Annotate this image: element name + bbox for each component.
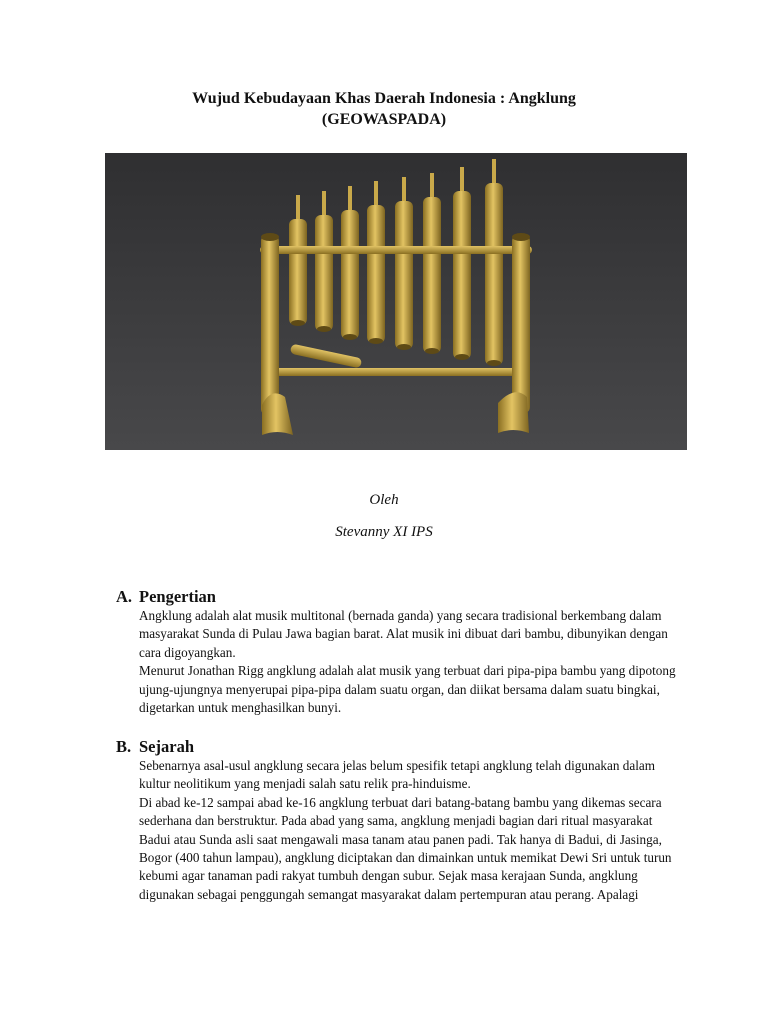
tube-opening bbox=[317, 326, 331, 332]
tube-opening bbox=[369, 338, 383, 344]
angklung-photo bbox=[105, 153, 687, 450]
bamboo-tube bbox=[485, 183, 503, 365]
tube-opening bbox=[425, 348, 439, 354]
tube-opening bbox=[487, 360, 501, 366]
section-title: Sejarah bbox=[139, 737, 194, 756]
tube-opening bbox=[397, 344, 411, 350]
paragraph: Sebenarnya asal-usul angklung secara jelas belum spesifik tetapi angklung telah digunakan dalam kultur neolitikum yang menjadi salah satu relik pra-hinduisme. bbox=[139, 758, 655, 792]
section-pengertian bbox=[116, 587, 676, 717]
bamboo-tube bbox=[395, 201, 413, 349]
section-body bbox=[139, 757, 676, 904]
section-sejarah bbox=[116, 737, 676, 904]
paragraph: Di abad ke-12 sampai abad ke-16 angklung terbuat dari batang-batang bambu yang dikemas secara sederhana dan berstruktur. Pada abad yang sama, angklung menjadi bagian dari ritual masyarakat Badui atau Sunda asli saat mengawali masa tanam atau panen padi. Tak hanya di Badui, di Jasinga, Bogor (400 tahun lampau), angklung diciptakan dan dimainkan untuk memikat Dewi Sri untuk turun kebumi agar tanaman padi rakyat tumbuh dengan subur. Sejak masa kerajaan Sunda, angklung digunakan sebagai penggungah semangat masyarakat dalam pertempuran atau perang. Apalagi bbox=[139, 794, 672, 902]
author-name: Stevanny XI IPS bbox=[335, 524, 433, 540]
title-line-2: (GEOWASPADA) bbox=[321, 111, 447, 128]
section-body bbox=[139, 607, 676, 717]
document-title bbox=[0, 88, 768, 130]
paragraph: Menurut Jonathan Rigg angklung adalah alat musik yang terbuat dari pipa-pipa bambu yang dipotong ujung-ujungnya menyerupai pipa-pipa dalam suatu organ, dan diikat bersama dalam suatu bingkai, digetarkan untuk menghasilkan bunyi. bbox=[139, 663, 676, 716]
paragraph: Angklung adalah alat musik multitonal (bernada ganda) yang secara tradisional berkembang dalam masyarakat Sunda di Pulau Jawa bagian barat. Alat musik ini dibuat dari bambu, dibunyikan dengan cara digoyangkan. bbox=[139, 608, 668, 660]
tube-opening bbox=[343, 334, 357, 340]
byline-label: Oleh bbox=[369, 492, 399, 508]
angklung-illustration bbox=[105, 153, 687, 450]
section-heading bbox=[116, 587, 676, 607]
bamboo-tube bbox=[289, 219, 307, 325]
bamboo-tube bbox=[341, 210, 359, 339]
tube-opening bbox=[291, 320, 305, 326]
bamboo-tube bbox=[423, 197, 441, 353]
section-heading bbox=[116, 737, 676, 757]
bamboo-tube bbox=[315, 215, 333, 331]
section-letter: A. bbox=[116, 587, 133, 606]
bamboo-tube bbox=[453, 191, 471, 359]
section-title: Pengertian bbox=[139, 587, 216, 606]
title-line-1: Wujud Kebudayaan Khas Daerah Indonesia : Angklung bbox=[192, 90, 576, 107]
tube-opening bbox=[455, 354, 469, 360]
section-letter: B. bbox=[116, 737, 132, 756]
bamboo-tube bbox=[367, 205, 385, 343]
